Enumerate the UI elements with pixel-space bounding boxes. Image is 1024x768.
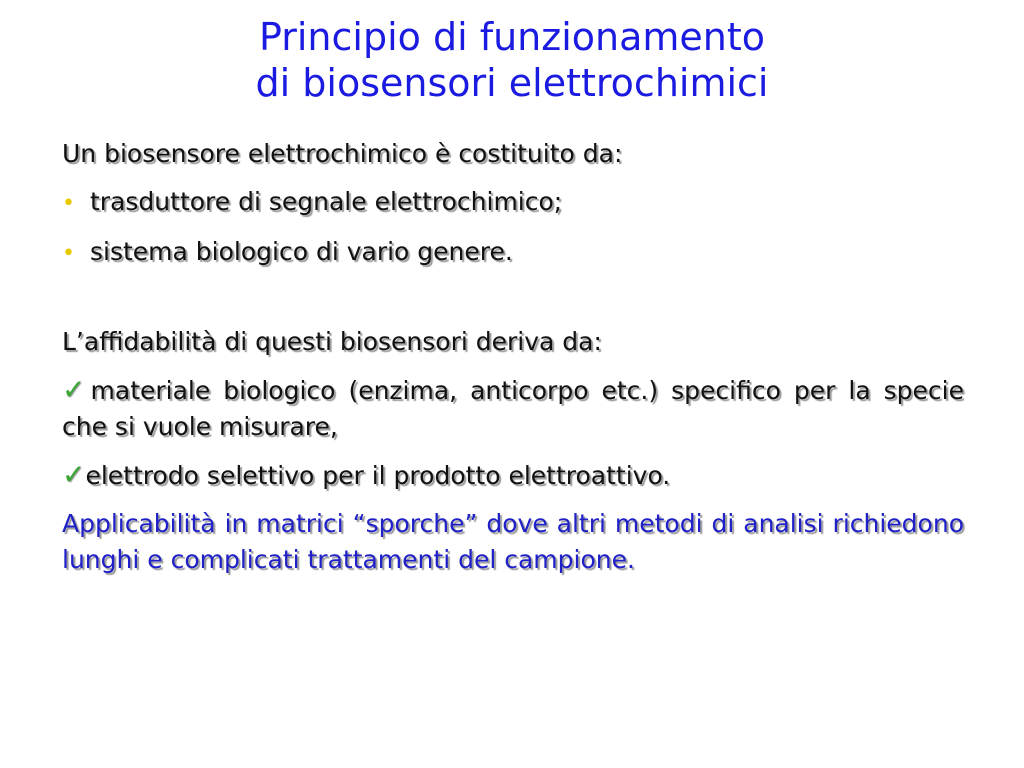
bullet-text: trasduttore di segnale elettrochimico; xyxy=(90,187,563,216)
bullet-dot-icon: • xyxy=(62,241,75,266)
bullet-text: sistema biologico di vario genere. xyxy=(90,237,513,266)
intro-text: Un biosensore elettrochimico è costituito da: xyxy=(62,139,623,168)
bullet-item xyxy=(62,184,964,222)
slide-body xyxy=(62,136,964,578)
check-text: elettrodo selettivo per il prodotto elettroattivo. xyxy=(85,461,671,490)
title-line-2: di biosensori elettrochimici xyxy=(255,61,769,105)
bullet-item xyxy=(62,234,964,272)
check-text: materiale biologico (enzima, anticorpo etc.) specifico per la specie che si vuole misurare, xyxy=(62,376,964,441)
title-line-1: Principio di funzionamento xyxy=(258,15,766,59)
reliability-intro: L’affidabilità di questi biosensori deriva da: xyxy=(62,327,602,356)
check-item xyxy=(62,457,964,494)
bullet-dot-icon: • xyxy=(62,191,75,216)
checkmark-icon: ✓ xyxy=(62,458,86,491)
check-item xyxy=(62,372,964,445)
checkmark-icon: ✓ xyxy=(62,373,91,406)
slide-title xyxy=(0,14,1024,106)
applicability-text: Applicabilità in matrici “sporche” dove altri metodi di analisi richiedono lunghi e complicati trattamenti del campione. xyxy=(62,509,964,574)
